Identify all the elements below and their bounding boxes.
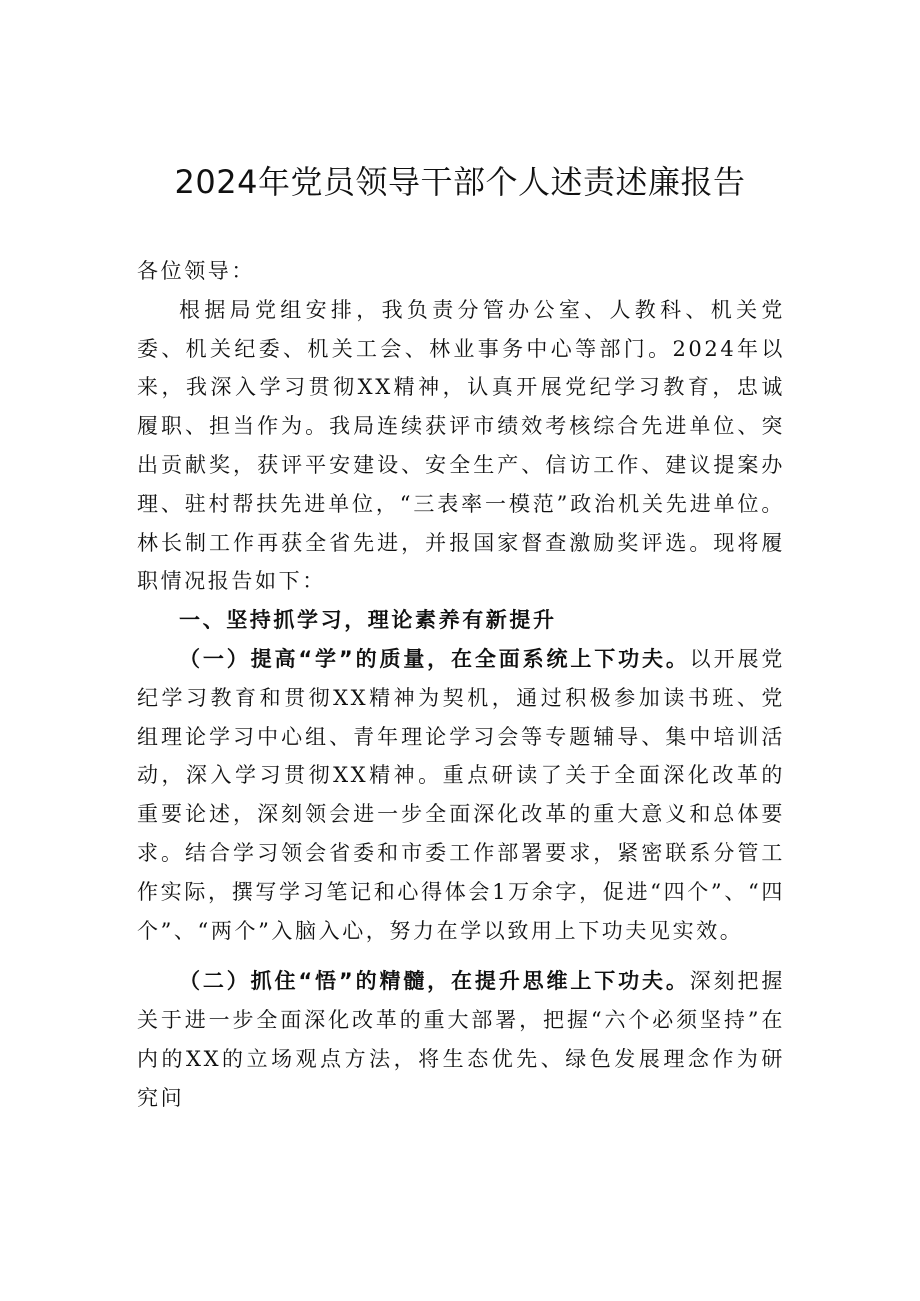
subsection-heading-2: （二）抓住“悟”的精髓，在提升思维上下功夫。 — [179, 969, 690, 994]
subsection-paragraph-1 — [137, 640, 785, 950]
subsection-body-2: 深刻把握关于进一步全面深化改革的重大部署，把握“六个必须坚持”在内的XX的立场观点方法，将生态优先、绿色发展理念作为研究问 — [137, 969, 785, 1110]
subsection-heading-1: （一）提高“学”的质量，在全面系统上下功夫。 — [179, 646, 690, 671]
salutation: 各位领导： — [137, 259, 255, 283]
subsection-paragraph-2 — [137, 962, 785, 1117]
subsection-body-1: 以开展党纪学习教育和贯彻XX精神为契机，通过积极参加读书班、党组理论学习中心组、青年理论学习会等专题辅导、集中培训活动，深入学习贯彻XX精神。重点研读了关于全面深化改革的重要论述，深刻领会进一步全面深化改革的重大意义和总体要求。结合学习领会省委和市委工作部署要求，紧密联系分管工作实际，撰写学习笔记和心得体会1万余字，促进“四个”、“四个”、“两个”入脑入心，努力在学以致用上下功夫见实效。 — [137, 646, 785, 943]
document-body — [137, 252, 785, 1118]
intro-paragraph: 根据局党组安排，我负责分管办公室、人教科、机关党委、机关纪委、机关工会、林业事务中心等部门。2024年以来，我深入学习贯彻XX精神，认真开展党纪学习教育，忠诚履职、担当作为。我局连续获评市绩效考核综合先进单位、突出贡献奖，获评平安建设、安全生产、信访工作、建议提案办理、驻村帮扶先进单位，“三表率一模范”政治机关先进单位。林长制工作再获全省先进，并报国家督查激励奖评选。现将履职情况报告如下： — [137, 297, 785, 594]
document-title: 2024年党员领导干部个人述责述廉报告 — [174, 163, 746, 201]
section-heading-1: 一、坚持抓学习，理论素养有新提升 — [179, 608, 557, 633]
